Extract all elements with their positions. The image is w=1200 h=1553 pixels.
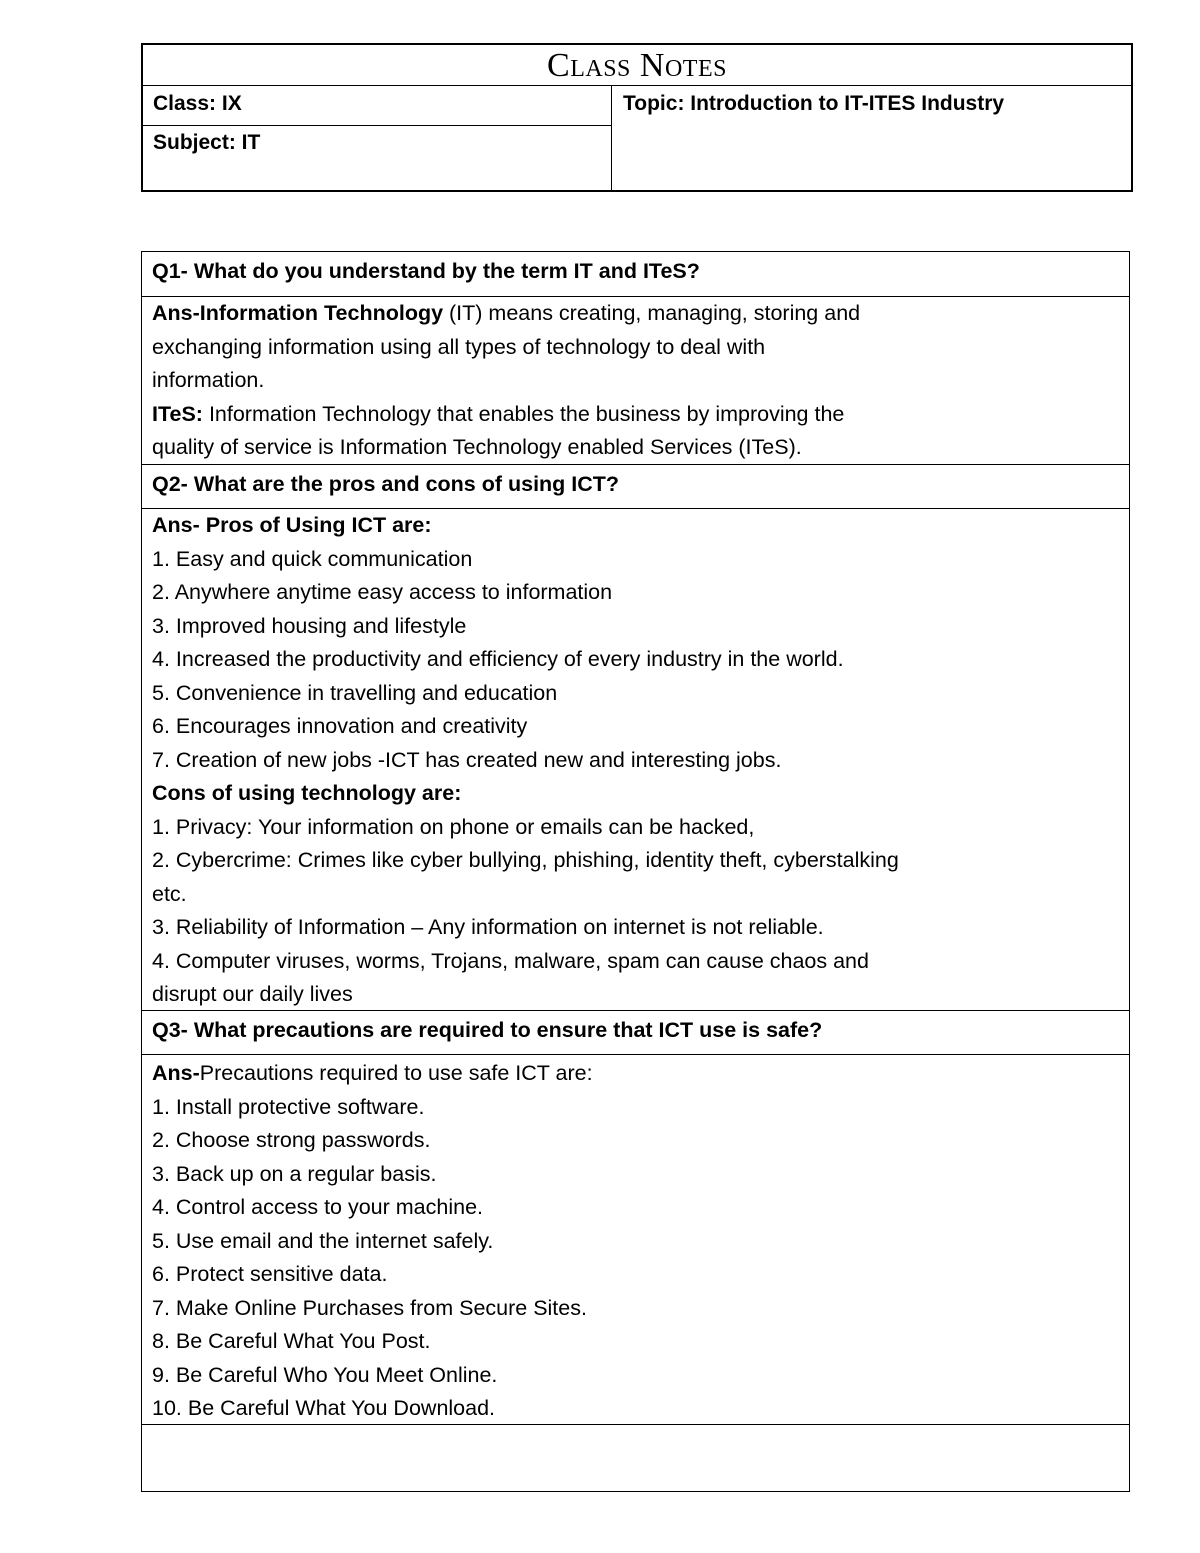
q1-question-row: [142, 252, 1129, 297]
q3-question: Q3- What precautions are required to ensure that ICT use is safe?: [152, 1018, 823, 1042]
pros-item: 2. Anywhere anytime easy access to information: [152, 580, 613, 604]
cons-line: 2. Cybercrime: Crimes like cyber bullying, phishing, identity theft, cyberstalking: [152, 848, 899, 872]
precaution-item: 7. Make Online Purchases from Secure Sites.: [152, 1295, 587, 1320]
cons-line: 4. Computer viruses, worms, Trojans, malware, spam can cause chaos and: [152, 948, 869, 973]
header-table: [141, 43, 1133, 192]
q1-answer-line: [152, 297, 1129, 331]
cons-line: 3. Reliability of Information – Any information on internet is not reliable.: [152, 915, 824, 939]
q1-answer-row: [142, 297, 1129, 465]
cons-line: etc.: [152, 881, 187, 906]
q1-answer-line: information.: [152, 368, 265, 392]
q1-answer-bold: Ans-Information Technology: [152, 301, 444, 325]
subject-label: Subject: IT: [143, 126, 612, 190]
q1-answer-rest: (IT) means creating, managing, storing and: [443, 301, 861, 325]
qa-table: [141, 251, 1130, 1492]
pros-item: 6. Encourages innovation and creativity: [152, 714, 528, 738]
pros-heading: Ans- Pros of Using ICT are:: [152, 513, 432, 537]
precaution-item: 8. Be Careful What You Post.: [152, 1329, 431, 1353]
page-title: Class Notes: [143, 45, 1131, 86]
precaution-item: 2. Choose strong passwords.: [152, 1128, 431, 1152]
q3-answer-bold: Ans-: [152, 1061, 200, 1085]
pros-item: 4. Increased the productivity and efficiency of every industry in the world.: [152, 647, 844, 671]
q3-question-row: [142, 1011, 1129, 1055]
q2-answer-row: [142, 509, 1129, 1011]
empty-row: [142, 1425, 1129, 1490]
ites-line: quality of service is Information Technology enabled Services (ITeS).: [152, 435, 802, 459]
precaution-item: 3. Back up on a regular basis.: [152, 1161, 437, 1186]
precaution-item: 10. Be Careful What You Download.: [152, 1396, 496, 1420]
cons-line: 1. Privacy: Your information on phone or emails can be hacked,: [152, 814, 755, 839]
precaution-item: 9. Be Careful Who You Meet Online.: [152, 1362, 498, 1387]
pros-item: 3. Improved housing and lifestyle: [152, 613, 467, 638]
class-label: Class: IX: [143, 86, 612, 126]
q2-question-row: [142, 465, 1129, 509]
pros-item: 5. Convenience in travelling and education: [152, 680, 558, 705]
precaution-item: 5. Use email and the internet safely.: [152, 1228, 494, 1253]
precaution-item: 6. Protect sensitive data.: [152, 1262, 388, 1286]
ites-bold: ITeS:: [152, 401, 203, 426]
cons-heading: Cons of using technology are:: [152, 781, 462, 805]
q3-answer-intro: [152, 1057, 1129, 1091]
q1-question: Q1- What do you understand by the term IT and ITeS?: [152, 259, 700, 283]
ites-rest: Information Technology that enables the business by improving the: [202, 401, 845, 426]
cons-line: disrupt our daily lives: [152, 982, 353, 1006]
ites-line: [152, 398, 1129, 432]
pros-item: 1. Easy and quick communication: [152, 546, 473, 571]
topic-label: Topic: Introduction to IT-ITES Industry: [623, 92, 1005, 115]
q2-question: Q2- What are the pros and cons of using ICT?: [152, 472, 620, 496]
q3-answer-rest: Precautions required to use safe ICT are:: [199, 1061, 593, 1085]
q1-answer-line: exchanging information using all types of technology to deal with: [152, 334, 766, 359]
precaution-item: 4. Control access to your machine.: [152, 1195, 484, 1219]
pros-item: 7. Creation of new jobs -ICT has created new and interesting jobs.: [152, 747, 782, 772]
precaution-item: 1. Install protective software.: [152, 1094, 425, 1119]
q3-answer-row: [142, 1055, 1129, 1425]
